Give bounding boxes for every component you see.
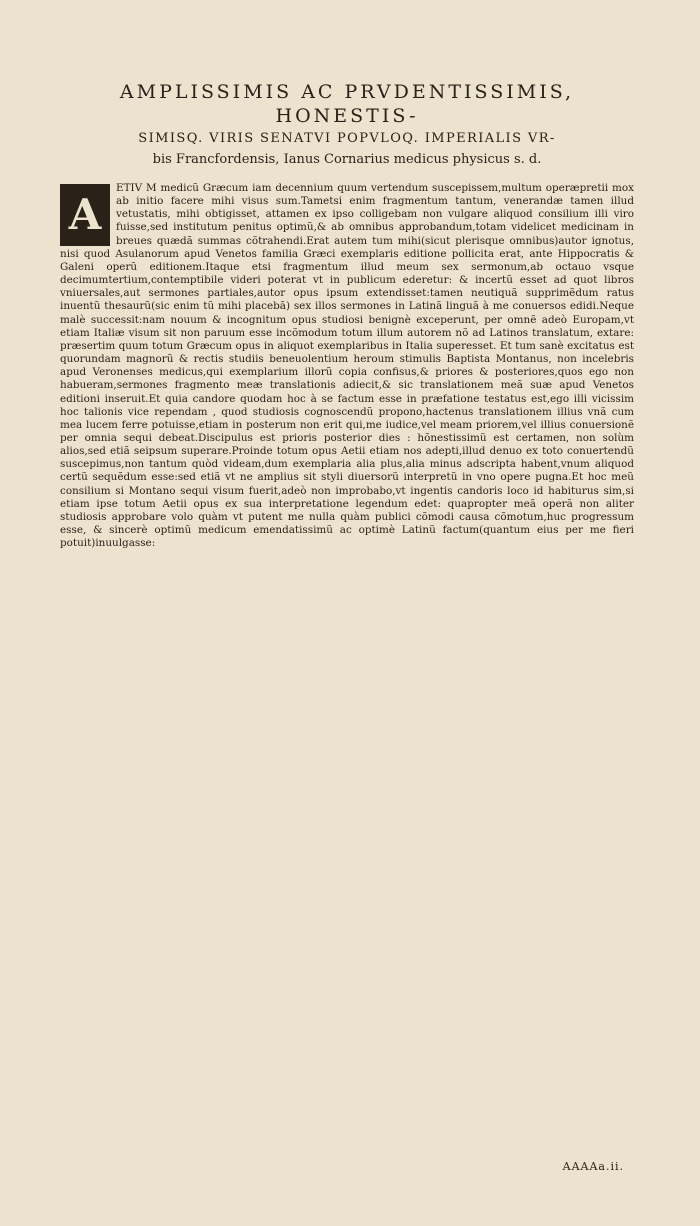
heading-line-3: bis Francfordensis, Ianus Cornarius medicus physicus s. d. <box>152 152 542 167</box>
body-paragraph: ETIV M medicũ Græcum iam decennium quum vertendum suscepissem,multum operæpretii mox ab initio facere mihi visus sum.Tametsi enim fragmentum tantum, venerandæ tamen illud vetustatis, mihi obtigisset, attamen ex ipso colligebam non vulgare aliquod consilium illi viro fuisse,sed institutum penitus optimũ,& ab omnibus approbandum,totam videlicet medicinam in breues quædã summas cõtrahendi.Erat autem tum mihi(sicut plerisque omnibus)autor ignotus, nisi quod Asulanorum apud Venetos familia Græci exemplaris editione pollicita erat, ante Hippocratis & Galeni operũ editionem.Itaque etsi fragmentum illud meum sex sermonum,ab octauo vsque decimumtertium,contemptibile videri poterat vt in publicum ederetur: & incertũ esset ad quot libros vniuersales,aut sermones partiales,autor opus ipsum extendisset:tamen neutiquã supprimẽdum ratus inuentũ thesaurũ(sic enim tũ mihi placebã) sex illos sermones in Latinã linguã à me conuersos edidi.Neque malè successit:nam nouum & incognitum opus studiosi benignè exceperunt, per omnẽ adeò Europam,vt etiam Italiæ visum sit non paruum esse incõmodum totum illum autorem nõ ad Latinos translatum, extare: præsertim quum totum Græcum opus in aliquot exemplaribus in Italia superesset. Et tum sanè excitatus est quorundam magnorũ & rectis studiis beneuolentium heroum stimulis Baptista Montanus, non incelebris apud Veronenses medicus,qui exemplarium illorũ copia confisus,& priores & posteriores,quos ego non habueram,sermones fragmento meæ translationis adiecit,& sic translationem meã suæ apud Venetos editioni inseruit.Et quia candore quodam hoc à se factum esse in præfatione testatus est,ego illi vicissim hoc talionis vice rependam , quod studiosis cognoscendũ propono,hactenus translationem illius vnã cum mea lucem ferre potuisse,etiam in posterum non erit qui,me iudice,vel meam priorem,vel illius conuersionẽ per omnia sequi debeat.Discipulus est prioris posterior dies : hõnestissimũ est certamen, non solùm alios,sed etiã seipsum superare.Proinde totum opus Aetii etiam nos adepti,illud denuo ex toto conuertendũ suscepimus,non tantum quòd videam,dum exemplaria alia plus,alia minus adscripta habent,vnum aliquod certũ sequẽdum esse:sed etiã vt ne amplius sit styli diuersorũ interpretũ in vno opere pugna.Et hoc meũ consilium si Montano sequi visum fuerit,adeò non improbabo,vt ingentis candoris loco id habiturus sim,si etiam ipse totum Aetii opus ex sua interpretatione legendum edet: quapropter meã operã non aliter studiosis approbare volo quàm vt putent me nulla quàm publici cõmodi causa cõmotum,huc progressum esse, & sincerè optimũ medicum emendatissimũ ac optimè Latinũ factum(quantum eius per me fieri potuit)inuulgasse: <box>60 182 634 550</box>
dedication-body <box>60 182 634 550</box>
heading-line-2: SIMISQ. VIRIS SENATVI POPVLOQ. IMPERIALIS VR- <box>138 131 556 146</box>
ornamental-initial: A <box>60 184 110 246</box>
dedication-heading <box>60 80 634 170</box>
signature-mark: AAAAa.ii. <box>562 1160 624 1173</box>
heading-line-1: AMPLISSIMIS AC PRVDENTISSIMIS, HONESTIS- <box>119 81 575 127</box>
